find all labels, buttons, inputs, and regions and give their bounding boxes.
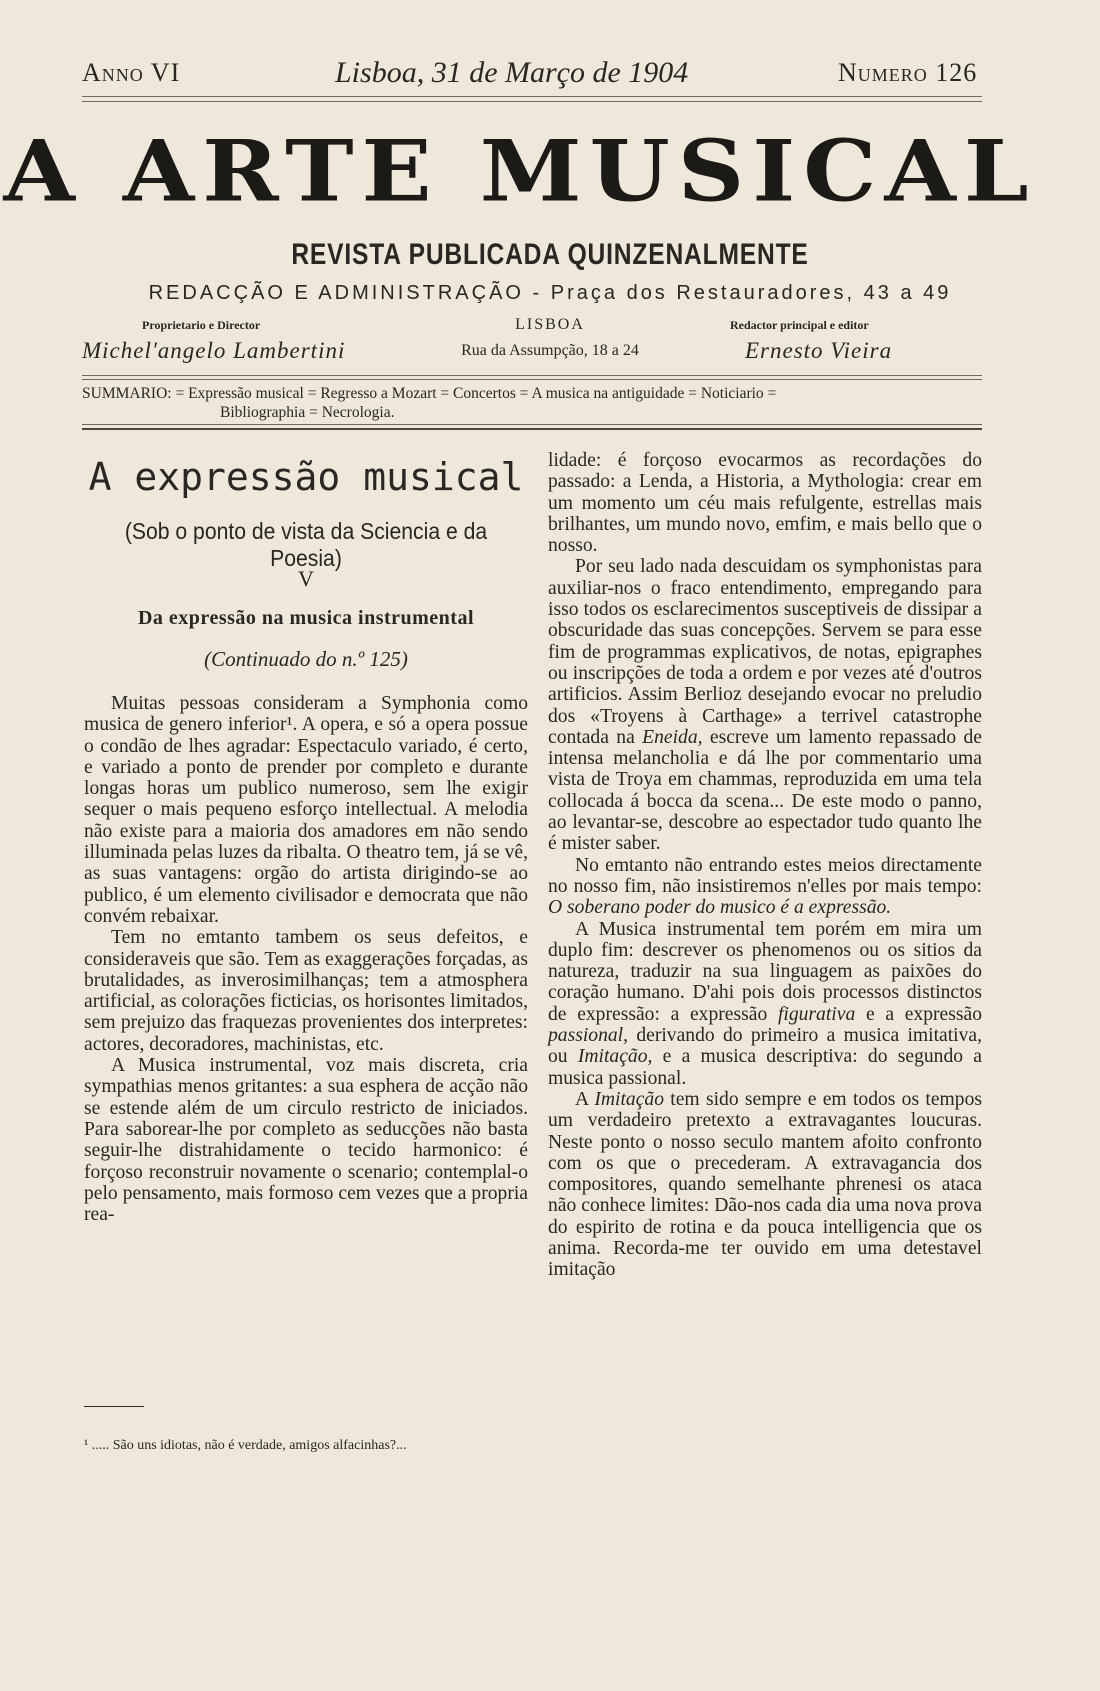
summary-bottom-rule [82, 424, 982, 425]
footnote: ¹ ..... São uns idiotas, não é verdade, amigos alfacinhas?... [84, 1438, 407, 1453]
editor-name: Ernesto Vieira [745, 338, 893, 363]
col2-p2-text-b: escreve um lamento repassado de intensa melancholia e dá lhe por commentario uma vista de Troya em chammas, reproduzida em uma tela collocada á bocca da scena... De este modo o panno, ao levantar-se, descobre ao espectador tudo quanto lhe é mister saber. [548, 726, 982, 855]
col2-p4-text-c: derivando do primeiro a musica imitativa, ou [548, 1025, 982, 1068]
footnote-rule [84, 1406, 144, 1407]
col2-p2-text-a: Por seu lado nada descuidam os symphonistas para auxiliar-nos o fraco entendimento, empregando para isso todos os esclarecimentos susceptiveis de dissipar a obscuridade das suas concepções. Servem se para esse fim de programmas explicativos, de notas, epigraphes ou inscripções de toda a ordem e por vezes até d'outros artificios. Assim Berlioz desejando evocar no preludio dos «Troyens à Carthage» a terrivel catastrophe contada na [548, 556, 982, 748]
col2-p2-italic: Eneida, [642, 726, 703, 748]
section-title: Da expressão na musica instrumental [137, 607, 475, 629]
summary [82, 384, 982, 422]
col1-paragraph-1: Muitas pessoas consideram a Symphonia como musica de genero inferior¹. A opera, e só a opera possue o condão de lhes agradar: Espectaculo variado, é certo, e variado a ponto de prender por completo e durante longas horas um publico numeroso, sem lhe exigir sequer o mais pequeno esforço intellectual. A melodia não existe para a maioria dos amadores em não sendo illuminada pelas luzes da ribalta. O theatro tem, já se vê, as suas vantagens: orgão do artista dirigindo-se ao publico, é um elemento civilisador e democrata que não convém rebaixar. [84, 693, 528, 927]
col2-p4-italic-1: figurativa [777, 1003, 856, 1025]
header-rule [82, 96, 982, 97]
article-column-1 [84, 693, 528, 1225]
col2-paragraph-5 [548, 1089, 982, 1281]
center-address: Rua da Assumpção, 18 a 24 [461, 342, 639, 359]
col2-p4-text-a: A Musica instrumental tem porém em mira um duplo fim: descrever os phenomenos ou os sitios da natureza, traduzir na sua linguagem as paixões do coração humano. D'ahi pois dois processos distinctos de expressão: a expressão [548, 918, 982, 1025]
col2-p4-italic-3: Imitação, [577, 1046, 653, 1068]
header-date: Lisboa, 31 de Março de 1904 [335, 56, 689, 89]
article-subtitle: (Sob o ponto de vista da Sciencia e da Poesia) [124, 518, 488, 571]
masthead-title: A ARTE MUSICAL [3, 121, 1037, 221]
col2-p3-text: No emtanto não entrando estes meios directamente no nosso fim, não insistiremos n'elles por mais tempo: [548, 854, 982, 897]
masthead [3, 112, 1037, 230]
col2-paragraph-1: lidade: é forçoso evocarmos as recordações do passado: a Lenda, a Historia, a Mythologia: crear em um momento um céu mais refulgente, estrellas mais brilhantes, um mundo novo, emfim, e mais bello que o nosso. [548, 450, 982, 557]
col2-paragraph-4 [548, 919, 982, 1089]
summary-line-2: Bibliographia = Necrologia. [220, 404, 395, 421]
col1-paragraph-2: Tem no emtanto tambem os seus defeitos, e consideraveis que são. Tem as exaggerações forçadas, as brutalidades, as inverosimilhanças; tem a atmosphera artificial, as colorações ficticias, os horisontes limitados, sem prejuizo das fraquezas provenientes dos interpretes: actores, decoradores, machinistas, etc. [84, 927, 528, 1055]
header-numero: Numero 126 [838, 58, 978, 87]
col2-paragraph-3 [548, 855, 982, 919]
article-part: V [298, 566, 314, 591]
director-name: Michel'angelo Lambertini [82, 338, 346, 363]
summary-line-1: SUMMARIO: = Expressão musical = Regresso a Mozart = Concertos = A musica na antiguidade = Noticiario = [82, 385, 777, 402]
editor-role: Redactor principal e editor [730, 318, 869, 332]
summary-top-rule-2 [82, 379, 982, 380]
col2-paragraph-2 [548, 556, 982, 854]
col2-p5-italic: Imitação [594, 1088, 665, 1110]
col2-p4-text-b: e a expressão [865, 1003, 982, 1025]
director-role: Proprietario e Director [142, 318, 261, 332]
col2-p4-text-d: e a musica descriptiva: do segundo a musica passional. [548, 1046, 982, 1089]
redaccao-line: REDACÇÃO E ADMINISTRAÇÃO - Praça dos Restauradores, 43 a 49 [148, 282, 952, 304]
article-column-2 [548, 450, 982, 1281]
article-title: A expressão musical [88, 455, 524, 499]
col2-p3-italic: O soberano poder do musico é a expressão. [548, 897, 892, 919]
header-rule-2 [82, 101, 982, 102]
col1-paragraph-3: A Musica instrumental, voz mais discreta, cria sympathias menos gritantes: a sua esphera de acção não se estende além de um circulo restricto de iniciados. Para saborear-lhe por completo as seducções não basta seguir-lhe distrahidamente o tecido harmonico: é forçoso reconstruir novamente o scenario; contemplal-o pelo pensamento, mais formoso cem vezes que a propria rea- [84, 1055, 528, 1226]
summary-bottom-rule-2 [82, 428, 982, 430]
summary-top-rule [82, 375, 982, 376]
continued-note: (Continuado do n.º 125) [204, 647, 408, 671]
publication-subtitle: REVISTA PUBLICADA QUINZENALMENTE [291, 238, 809, 271]
col2-p4-italic-2: passional, [548, 1025, 629, 1047]
col2-p5-text-b: tem sido sempre e em todos os tempos um verdadeiro pretexto a extravagantes loucuras. Neste ponto o nosso seculo mantem afoito confronto com os que o precederam. A extravagancia dos compositores, quando semelhante phrenesi os ataca não conhece limites: Dão-nos cada dia uma nova prova do espirito de rotina e da pouca intelligencia que os anima. Recorda-me ter ouvido em uma detestavel imitação [548, 1088, 982, 1281]
header-anno: Anno VI [82, 58, 181, 87]
center-city: LISBOA [515, 316, 585, 333]
col2-p5-text-a: A [575, 1088, 589, 1110]
